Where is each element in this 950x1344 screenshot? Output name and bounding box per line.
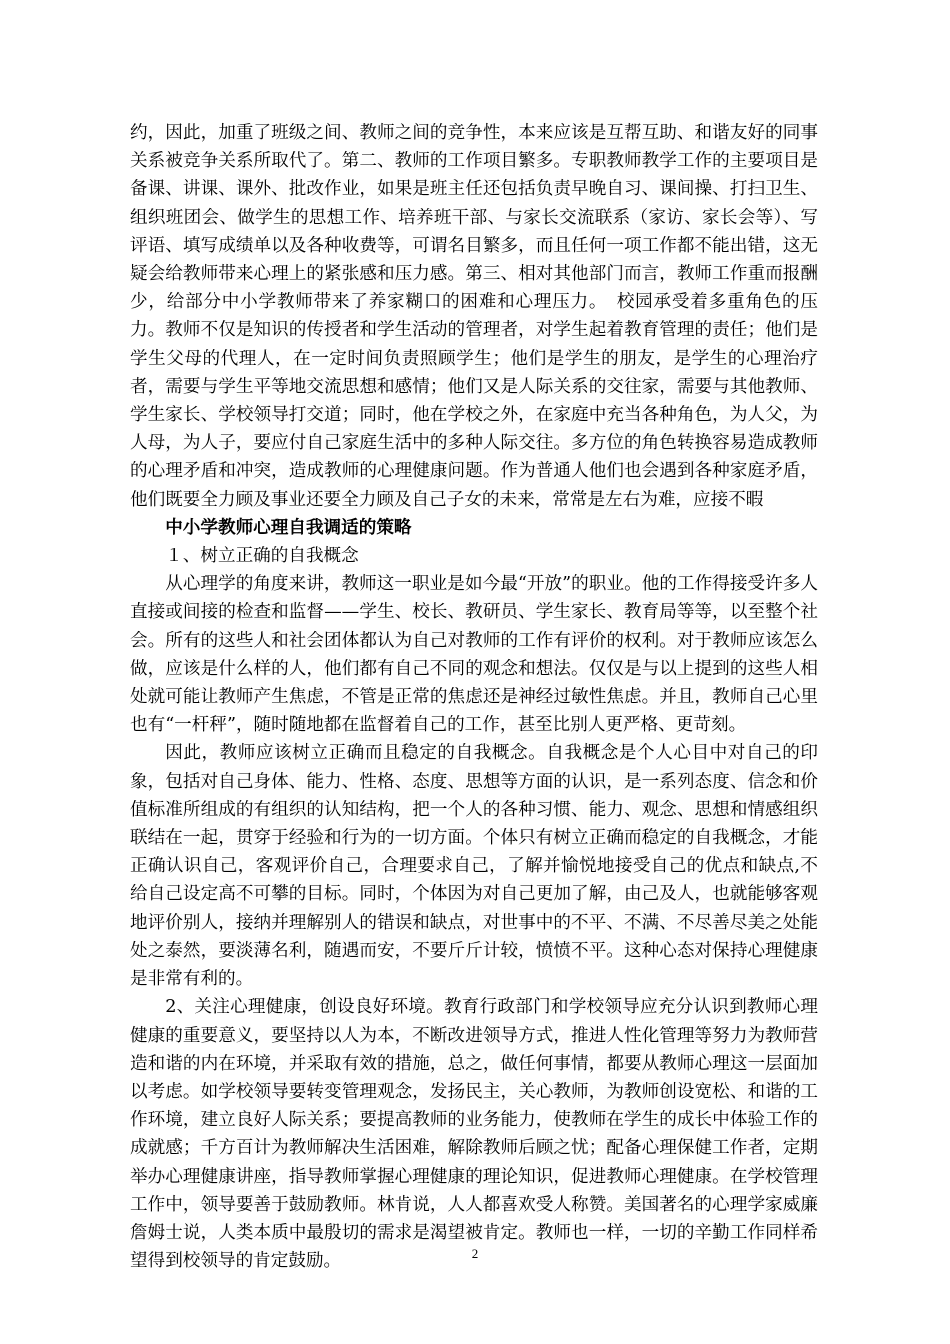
subsection-heading: １、树立正确的自我概念 — [165, 546, 359, 567]
paragraph: 从心理学的角度来讲，教师这一职业是如今最“开放”的职业。他的工作得接受许多人直接或间接的检查和监督——学生、校长、教研员、学生家长、教育局等等，以至整个社会。所有的这些人和社会团体都认为自己对教师的工作有评价的权利。对于教师应该怎么做，应该是什么样的人，他们都有自己不同的观念和想法。仅仅是与以上提到的这些人相处就可能让教师产生焦虑，不管是正常的焦虑还是神经过敏性焦虑。并且，教师自己心里也有“一杆秤”，随时随地都在监督着自己的工作，甚至比别人更严格、更苛刻。 — [130, 574, 818, 736]
paragraph: 因此，教师应该树立正确而且稳定的自我概念。自我概念是个人心目中对自己的印象，包括对自己身体、能力、性格、态度、思想等方面的认识，是一系列态度、信念和价值标准所组成的有组织的认知结构，把一个人的各种习惯、能力、观念、思想和情感组织联结在一起，贯穿于经验和行为的一切方面。个体只有树立正确而稳定的自我概念，才能正确认识自己，客观评价自己，合理要求自己，了解并愉悦地接受自己的优点和缺点,不给自己设定高不可攀的目标。同时，个体因为对自己更加了解，由己及人，也就能够客观地评价别人，接纳并理解别人的错误和缺点，对世事中的不平、不满、不尽善尽美之处能处之泰然，要淡薄名利，随遇而安，不要斤斤计较，愤愤不平。这种心态对保持心理健康是非常有利的。 — [130, 743, 818, 990]
paragraph-continuation: 约，因此，加重了班级之间、教师之间的竞争性，本来应该是互帮互助、和谐友好的同事关系被竞争关系所取代了。第二、教师的工作项目繁多。专职教师教学工作的主要项目是备课、讲课、课外、批改作业，如果是班主任还包括负责早晚自习、课间操、打扫卫生、组织班团会、做学生的思想工作、培养班干部、与家长交流联系（家访、家长会等）、写评语、填写成绩单以及各种收费等，可谓名目繁多，而且任何一项工作都不能出错，这无疑会给教师带来心理上的紧张感和压力感。第三、相对其他部门而言，教师工作重而报酬少，给部分中小学教师带来了养家糊口的困难和心理压力。 校园承受着多重角色的压力。教师不仅是知识的传授者和学生活动的管理者，对学生起着教育管理的责任；他们是学生父母的代理人，在一定时间负责照顾学生；他们是学生的朋友，是学生的心理治疗者，需要与学生平等地交流思想和感情；他们又是人际关系的交往家，需要与其他教师、学生家长、学校领导打交道；同时，他在学校之外，在家庭中充当各种角色，为人父，为人母，为人子，要应付自己家庭生活中的多种人际交往。多方位的角色转换容易造成教师的心理矛盾和冲突，造成教师的心理健康问题。作为普通人他们也会遇到各种家庭矛盾，他们既要全力顾及事业还要全力顾及自己子女的未来，常常是左右为难，应接不暇 — [130, 123, 818, 510]
document-body — [130, 119, 818, 1275]
paragraph: 2、关注心理健康，创设良好环境。教育行政部门和学校领导应充分认识到教师心理健康的重要意义，要坚持以人为本，不断改进领导方式，推进人性化管理等努力为教师营造和谐的内在环境，并采取有效的措施，总之，做任何事情，都要从教师心理这一层面加以考虑。如学校领导要转变管理观念，发扬民主，关心教师，为教师创设宽松、和谐的工作环境，建立良好人际关系；要提高教师的业务能力，使教师在学生的成长中体验工作的成就感；千方百计为教师解决生活困难，解除教师后顾之忧；配备心理保健工作者，定期举办心理健康讲座，指导教师掌握心理健康的理论知识，促进教师心理健康。在学校管理工作中，领导要善于鼓励教师。林肯说，人人都喜欢受人称赞。美国著名的心理学家威廉詹姆士说，人类本质中最殷切的需求是渴望被肯定。教师也一样，一切的辛勤工作同样希望得到校领导的肯定鼓励。 — [130, 997, 818, 1272]
page-number: 2 — [471, 1246, 479, 1261]
section-heading: 中小学教师心理自我调适的策略 — [165, 516, 412, 538]
